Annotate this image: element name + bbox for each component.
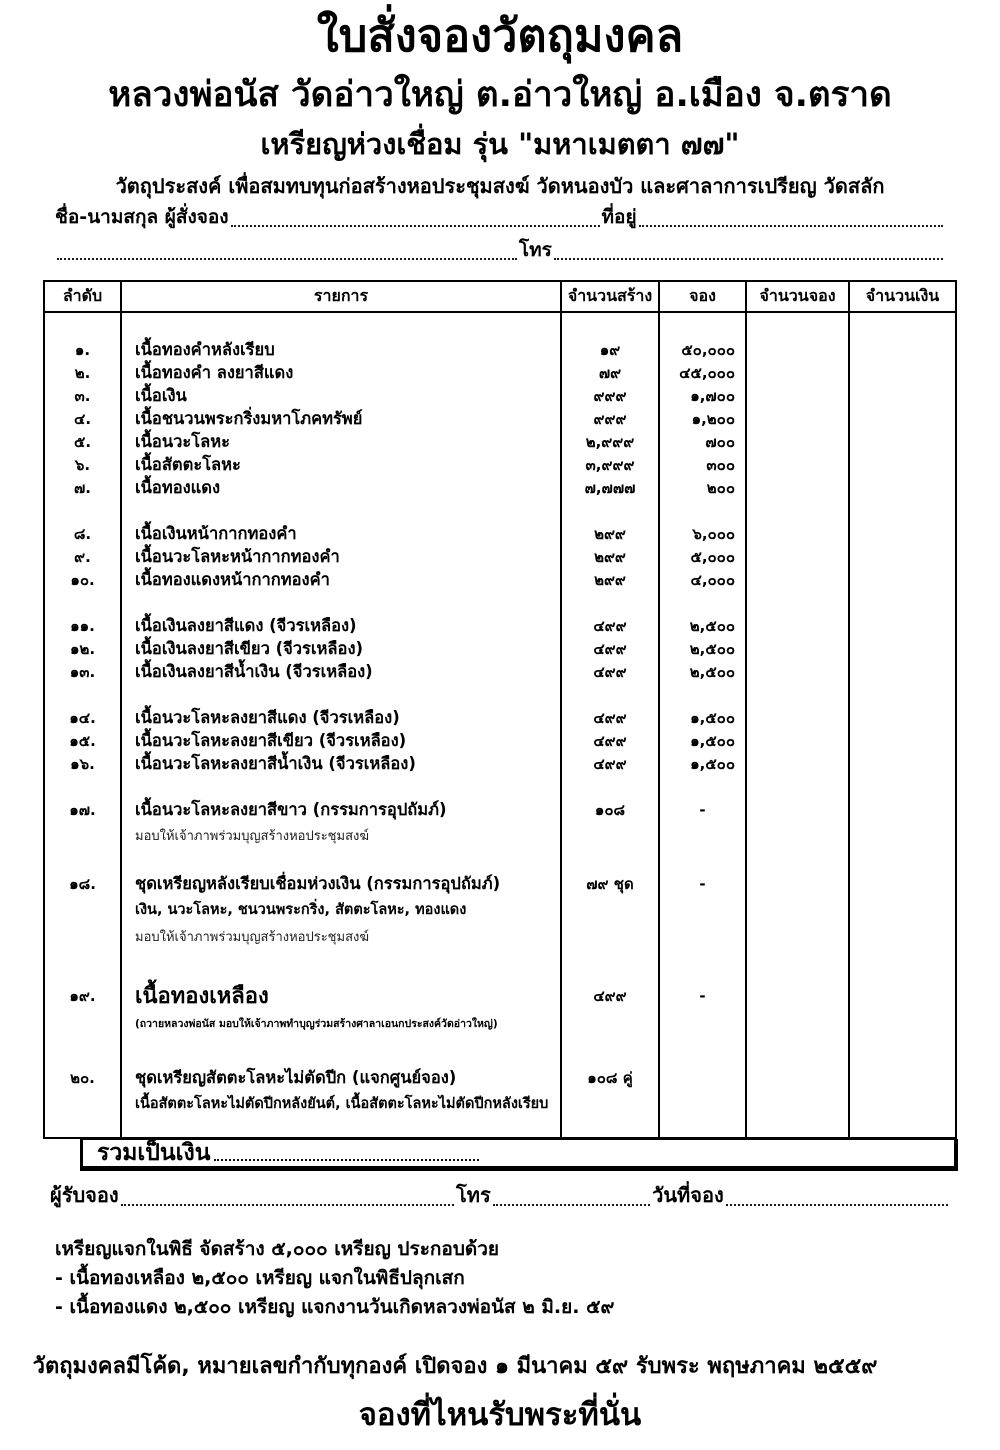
- row-made-cell: ๔๙๙: [562, 753, 660, 776]
- giveaway-bullet: - เนื้อทองแดง ๒,๕๐๐ เหรียญ แจกงานวันเกิดหลวงพ่อนัส ๒ มิ.ย. ๕๙: [55, 1295, 615, 1318]
- receiver-name-blank[interactable]: [121, 1204, 454, 1206]
- phone-line: [55, 236, 945, 265]
- row-fillin-cell[interactable]: [747, 684, 850, 707]
- orderer-name-label: ชื่อ-นามสกุล ผู้สั่งจอง: [55, 205, 229, 228]
- table-row: [45, 822, 955, 850]
- row-fillin-cell[interactable]: [747, 1117, 850, 1137]
- row-fillin-cell[interactable]: [850, 546, 955, 569]
- row-fillin-cell[interactable]: [850, 408, 955, 431]
- row-no-cell: [45, 313, 122, 339]
- row-order-cell: ๔,๐๐๐: [660, 569, 747, 592]
- row-no-cell: [45, 592, 122, 615]
- row-fillin-cell[interactable]: [747, 873, 850, 896]
- row-fillin-cell[interactable]: [747, 1067, 850, 1090]
- row-no-cell: ๑.: [45, 339, 122, 362]
- row-no-cell: [45, 822, 122, 850]
- table-spacer-row: [45, 313, 955, 339]
- row-item-cell: มอบให้เจ้าภาพร่วมบุญสร้างหอประชุมสงฆ์: [122, 923, 562, 951]
- row-made-cell: ๗๙: [562, 362, 660, 385]
- table-row: [45, 981, 955, 1011]
- row-order-cell: ๕,๐๐๐: [660, 546, 747, 569]
- row-no-cell: ๔.: [45, 408, 122, 431]
- row-item-cell: เนื้อนวะโลหะหน้ากากทองคำ: [122, 546, 562, 569]
- row-fillin-cell[interactable]: [747, 896, 850, 923]
- row-fillin-cell[interactable]: [747, 408, 850, 431]
- row-order-cell: ๒,๕๐๐: [660, 661, 747, 684]
- table-row: [45, 730, 955, 753]
- row-item-cell: ชุดเหรียญสัตตะโลหะไม่ตัดปีก (แจกศูนย์จอง): [122, 1067, 562, 1090]
- row-item-cell: [122, 1117, 562, 1137]
- table-row: [45, 1090, 955, 1117]
- row-fillin-cell[interactable]: [747, 707, 850, 730]
- table-spacer-row: [45, 1037, 955, 1067]
- row-no-cell: ๒๐.: [45, 1067, 122, 1090]
- table-row: [45, 923, 955, 951]
- row-item-cell: [122, 776, 562, 799]
- table-spacer-row: [45, 776, 955, 799]
- row-order-cell: ๒,๕๐๐: [660, 615, 747, 638]
- row-fillin-cell[interactable]: [747, 569, 850, 592]
- row-fillin-cell[interactable]: [850, 362, 955, 385]
- table-row: [45, 431, 955, 454]
- row-item-cell: เนื้อเงินหน้ากากทองคำ: [122, 523, 562, 546]
- row-order-cell: [660, 776, 747, 799]
- row-no-cell: [45, 1037, 122, 1067]
- table-spacer-row: [45, 500, 955, 523]
- row-fillin-cell[interactable]: [747, 339, 850, 362]
- row-no-cell: [45, 951, 122, 981]
- row-made-cell: [562, 822, 660, 850]
- table-row: [45, 385, 955, 408]
- row-order-cell: [660, 592, 747, 615]
- address-blank[interactable]: [639, 225, 943, 227]
- row-fillin-cell[interactable]: [747, 592, 850, 615]
- row-made-cell: ๑๐๘: [562, 799, 660, 822]
- row-made-cell: ๙๙๙: [562, 408, 660, 431]
- row-fillin-cell[interactable]: [850, 500, 955, 523]
- row-item-cell: เนื้อนวะโลหะลงยาสีขาว (กรรมการอุปถัมภ์): [122, 799, 562, 822]
- row-item-cell: เนื้อเงินลงยาสีแดง (จีวรเหลือง): [122, 615, 562, 638]
- row-fillin-cell[interactable]: [850, 615, 955, 638]
- row-item-cell: [122, 500, 562, 523]
- row-order-cell: ๑,๗๐๐: [660, 385, 747, 408]
- row-order-cell: [660, 1011, 747, 1037]
- col-header-no: ลำดับ: [45, 282, 122, 311]
- row-fillin-cell[interactable]: [850, 684, 955, 707]
- row-fillin-cell[interactable]: [850, 477, 955, 500]
- row-made-cell: ๒,๙๙๙: [562, 431, 660, 454]
- row-order-cell: -: [660, 981, 747, 1011]
- table-row: [45, 753, 955, 776]
- row-order-cell: ๕๐,๐๐๐: [660, 339, 747, 362]
- row-no-cell: ๖.: [45, 454, 122, 477]
- row-item-cell: [122, 951, 562, 981]
- row-made-cell: [562, 500, 660, 523]
- address-label: ที่อยู่: [601, 205, 637, 228]
- table-row: [45, 638, 955, 661]
- row-made-cell: ๑๐๘ คู่: [562, 1067, 660, 1090]
- table-row: [45, 896, 955, 923]
- table-spacer-row: [45, 592, 955, 615]
- row-order-cell: [660, 684, 747, 707]
- row-made-cell: ๔๙๙: [562, 638, 660, 661]
- row-fillin-cell[interactable]: [747, 923, 850, 951]
- col-header-made: จำนวนสร้าง: [562, 282, 660, 311]
- row-fillin-cell[interactable]: [850, 1037, 955, 1067]
- row-item-cell: เนื้อทองคำ ลงยาสีแดง: [122, 362, 562, 385]
- row-order-cell: ๗๐๐: [660, 431, 747, 454]
- booking-date-blank[interactable]: [726, 1204, 948, 1206]
- row-fillin-cell[interactable]: [850, 923, 955, 951]
- table-spacer-row: [45, 951, 955, 981]
- slogan: จองที่ไหนรับพระที่นั่น: [358, 1396, 642, 1433]
- row-order-cell: [660, 896, 747, 923]
- row-made-cell: [562, 684, 660, 707]
- row-fillin-cell[interactable]: [747, 454, 850, 477]
- row-no-cell: ๘.: [45, 523, 122, 546]
- row-order-cell: [660, 1090, 747, 1117]
- row-no-cell: [45, 850, 122, 873]
- row-order-cell: [660, 850, 747, 873]
- table-row: [45, 408, 955, 431]
- row-order-cell: [660, 500, 747, 523]
- table-row: [45, 615, 955, 638]
- row-made-cell: ๒๙๙: [562, 523, 660, 546]
- row-fillin-cell[interactable]: [850, 638, 955, 661]
- table-spacer-row: [45, 1117, 955, 1137]
- row-item-cell: เนื้อเงิน: [122, 385, 562, 408]
- row-fillin-cell[interactable]: [850, 592, 955, 615]
- row-order-cell: ๔๕,๐๐๐: [660, 362, 747, 385]
- row-made-cell: ๗,๗๗๗: [562, 477, 660, 500]
- row-order-cell: [660, 1037, 747, 1067]
- total-label: รวมเป็นเงิน: [97, 1139, 211, 1166]
- row-item-cell: เนื้อทองแดงหน้ากากทองคำ: [122, 569, 562, 592]
- table-spacer-row: [45, 850, 955, 873]
- row-made-cell: [562, 951, 660, 981]
- row-made-cell: ๙๙๙: [562, 385, 660, 408]
- row-fillin-cell[interactable]: [850, 822, 955, 850]
- row-no-cell: ๑๖.: [45, 753, 122, 776]
- row-made-cell: ๗๙ ชุด: [562, 873, 660, 896]
- col-header-item: รายการ: [122, 282, 562, 311]
- phone-blank[interactable]: [554, 258, 943, 260]
- row-fillin-cell[interactable]: [850, 1090, 955, 1117]
- row-no-cell: [45, 684, 122, 707]
- row-fillin-cell[interactable]: [747, 1090, 850, 1117]
- row-item-cell: [122, 684, 562, 707]
- row-item-cell: [122, 850, 562, 873]
- row-item-cell: เนื้อนวะโลหะลงยาสีน้ำเงิน (จีวรเหลือง): [122, 753, 562, 776]
- giveaway-notes: [55, 1235, 1000, 1322]
- address-blank-2[interactable]: [57, 258, 517, 260]
- table-row: [45, 477, 955, 500]
- giveaway-bullet: - เนื้อทองเหลือง ๒,๕๐๐ เหรียญ แจกในพิธีปลุกเสก: [55, 1266, 465, 1289]
- row-fillin-cell[interactable]: [747, 362, 850, 385]
- row-fillin-cell[interactable]: [747, 1011, 850, 1037]
- row-fillin-cell[interactable]: [850, 707, 955, 730]
- row-fillin-cell[interactable]: [850, 454, 955, 477]
- receiver-label: ผู้รับจอง: [50, 1182, 119, 1207]
- row-item-cell: [122, 592, 562, 615]
- row-fillin-cell[interactable]: [850, 661, 955, 684]
- row-fillin-cell[interactable]: [850, 1011, 955, 1037]
- row-item-cell: เนื้อนวะโลหะลงยาสีเขียว (จีวรเหลือง): [122, 730, 562, 753]
- table-row: [45, 569, 955, 592]
- row-order-cell: [660, 1117, 747, 1137]
- row-fillin-cell[interactable]: [850, 523, 955, 546]
- row-no-cell: [45, 1011, 122, 1037]
- row-no-cell: ๙.: [45, 546, 122, 569]
- row-fillin-cell[interactable]: [850, 850, 955, 873]
- row-fillin-cell[interactable]: [850, 776, 955, 799]
- row-fillin-cell[interactable]: [747, 477, 850, 500]
- col-header-amount: จำนวนเงิน: [865, 285, 940, 305]
- row-fillin-cell[interactable]: [850, 873, 955, 896]
- row-no-cell: ๑๔.: [45, 707, 122, 730]
- row-no-cell: [45, 1117, 122, 1137]
- row-no-cell: ๓.: [45, 385, 122, 408]
- row-item-cell: เนื้อเงินลงยาสีเขียว (จีวรเหลือง): [122, 638, 562, 661]
- row-no-cell: ๑๗.: [45, 799, 122, 822]
- coin-series-title: เหรียญห่วงเชื่อม รุ่น "มหาเมตตา ๗๗": [260, 127, 740, 162]
- row-fillin-cell[interactable]: [747, 730, 850, 753]
- row-item-cell: เนื้อทองคำหลังเรียบ: [122, 339, 562, 362]
- row-item-cell: เนื้อทองแดง: [122, 477, 562, 500]
- table-header-row: [45, 282, 955, 313]
- row-no-cell: [45, 1090, 122, 1117]
- row-order-cell: ๖,๐๐๐: [660, 523, 747, 546]
- row-made-cell: [562, 1037, 660, 1067]
- row-order-cell: ๑,๕๐๐: [660, 730, 747, 753]
- row-fillin-cell[interactable]: [850, 896, 955, 923]
- row-fillin-cell[interactable]: [850, 385, 955, 408]
- table-row: [45, 661, 955, 684]
- row-made-cell: ๓,๙๙๙: [562, 454, 660, 477]
- row-fillin-cell[interactable]: [747, 850, 850, 873]
- row-fillin-cell[interactable]: [747, 615, 850, 638]
- row-fillin-cell[interactable]: [747, 1037, 850, 1067]
- row-no-cell: [45, 923, 122, 951]
- row-fillin-cell[interactable]: [747, 951, 850, 981]
- row-order-cell: [660, 313, 747, 339]
- row-item-cell: [122, 1037, 562, 1067]
- row-order-cell: ๓๐๐: [660, 454, 747, 477]
- row-made-cell: ๔๙๙: [562, 730, 660, 753]
- row-made-cell: [562, 1117, 660, 1137]
- row-order-cell: [660, 822, 747, 850]
- row-item-cell: เงิน, นวะโลหะ, ชนวนพระกริ่ง, สัตตะโลหะ, ทองแดง: [122, 896, 562, 923]
- row-made-cell: ๑๙: [562, 339, 660, 362]
- row-no-cell: [45, 896, 122, 923]
- table-row: [45, 454, 955, 477]
- row-fillin-cell[interactable]: [747, 546, 850, 569]
- table-row: [45, 799, 955, 822]
- row-order-cell: ๒,๕๐๐: [660, 638, 747, 661]
- row-fillin-cell[interactable]: [747, 431, 850, 454]
- table-row: [45, 1011, 955, 1037]
- row-fillin-cell[interactable]: [747, 500, 850, 523]
- table-row: [45, 339, 955, 362]
- row-made-cell: [562, 1090, 660, 1117]
- row-no-cell: ๑๒.: [45, 638, 122, 661]
- row-made-cell: ๔๙๙: [562, 981, 660, 1011]
- row-order-cell: -: [660, 873, 747, 896]
- row-made-cell: ๔๙๙: [562, 707, 660, 730]
- row-no-cell: ๑๐.: [45, 569, 122, 592]
- row-made-cell: ๒๙๙: [562, 569, 660, 592]
- orderer-name-line: [55, 203, 945, 232]
- row-item-cell: มอบให้เจ้าภาพร่วมบุญสร้างหอประชุมสงฆ์: [122, 822, 562, 850]
- row-item-cell: เนื้อนวะโลหะ: [122, 431, 562, 454]
- table-row: [45, 546, 955, 569]
- row-made-cell: [562, 850, 660, 873]
- row-no-cell: [45, 776, 122, 799]
- row-fillin-cell[interactable]: [850, 339, 955, 362]
- row-made-cell: [562, 896, 660, 923]
- giveaway-heading: เหรียญแจกในพิธี จัดสร้าง ๕,๐๐๐ เหรียญ ประกอบด้วย: [55, 1237, 500, 1260]
- table-body: [45, 313, 955, 1137]
- row-fillin-cell[interactable]: [747, 523, 850, 546]
- col-header-qty: จำนวนจอง: [747, 282, 850, 311]
- col-header-price: จอง: [660, 282, 747, 311]
- row-made-cell: ๔๙๙: [562, 661, 660, 684]
- table-row: [45, 707, 955, 730]
- row-fillin-cell[interactable]: [747, 776, 850, 799]
- total-amount-blank[interactable]: [214, 1158, 479, 1161]
- row-item-cell: เนื้อสัตตะโลหะ: [122, 454, 562, 477]
- row-fillin-cell[interactable]: [850, 431, 955, 454]
- row-fillin-cell[interactable]: [850, 1117, 955, 1137]
- total-strip: [80, 1139, 958, 1171]
- table-row: [45, 362, 955, 385]
- row-made-cell: [562, 592, 660, 615]
- row-item-cell: เนื้อชนวนพระกริ่งมหาโภคทรัพย์: [122, 408, 562, 431]
- page-title: ใบสั่งจองวัตถุมงคล: [316, 9, 684, 62]
- receiver-phone-label: โทร: [456, 1182, 491, 1207]
- table-spacer-row: [45, 684, 955, 707]
- row-fillin-cell[interactable]: [850, 981, 955, 1011]
- row-made-cell: [562, 1011, 660, 1037]
- row-no-cell: ๑๘.: [45, 873, 122, 896]
- row-fillin-cell[interactable]: [747, 753, 850, 776]
- row-order-cell: ๑,๕๐๐: [660, 753, 747, 776]
- table-row: [45, 1067, 955, 1090]
- row-no-cell: ๕.: [45, 431, 122, 454]
- orderer-name-blank[interactable]: [231, 225, 600, 227]
- table-row: [45, 523, 955, 546]
- purpose-line: วัตถุประสงค์ เพื่อสมทบทุนก่อสร้างหอประชุมสงฆ์ วัดหนองบัว และศาลาการเปรียญ วัดสลัก: [115, 173, 885, 198]
- order-table: [43, 280, 957, 1139]
- row-item-cell: เนื้อสัตตะโลหะไม่ตัดปีกหลังยันต์, เนื้อสัตตะโลหะไม่ตัดปีกหลังเรียบ: [122, 1090, 562, 1117]
- row-fillin-cell[interactable]: [747, 313, 850, 339]
- row-order-cell: -: [660, 799, 747, 822]
- booking-date-label: วันที่จอง: [652, 1182, 724, 1207]
- row-order-cell: ๑,๒๐๐: [660, 408, 747, 431]
- row-item-cell: เนื้อทองเหลือง: [122, 981, 562, 1011]
- row-fillin-cell[interactable]: [850, 951, 955, 981]
- row-order-cell: [660, 923, 747, 951]
- row-order-cell: [660, 1067, 747, 1090]
- row-item-cell: [122, 313, 562, 339]
- table-row: [45, 873, 955, 896]
- row-fillin-cell[interactable]: [747, 385, 850, 408]
- row-made-cell: ๒๙๙: [562, 546, 660, 569]
- row-no-cell: [45, 500, 122, 523]
- phone-label: โทร: [518, 238, 552, 261]
- row-fillin-cell[interactable]: [850, 799, 955, 822]
- row-no-cell: ๑๓.: [45, 661, 122, 684]
- row-fillin-cell[interactable]: [850, 569, 955, 592]
- row-no-cell: ๗.: [45, 477, 122, 500]
- row-order-cell: ๑,๕๐๐: [660, 707, 747, 730]
- row-fillin-cell[interactable]: [850, 730, 955, 753]
- row-item-cell: ชุดเหรียญหลังเรียบเชื่อมห่วงเงิน (กรรมการอุปถัมภ์): [122, 873, 562, 896]
- code-note: วัตถุมงคลมีโค้ด, หมายเลขกำกับทุกองค์ เปิดจอง ๑ มีนาคม ๕๙ รับพระ พฤษภาคม ๒๕๕๙: [32, 1353, 878, 1379]
- row-fillin-cell[interactable]: [747, 981, 850, 1011]
- row-made-cell: ๔๙๙: [562, 615, 660, 638]
- row-no-cell: ๑๕.: [45, 730, 122, 753]
- row-fillin-cell[interactable]: [850, 753, 955, 776]
- row-fillin-cell[interactable]: [747, 638, 850, 661]
- receiver-line: [50, 1179, 950, 1211]
- row-no-cell: ๑๑.: [45, 615, 122, 638]
- temple-subtitle: หลวงพ่อนัส วัดอ่าวใหญ่ ต.อ่าวใหญ่ อ.เมือง จ.ตราด: [108, 75, 892, 116]
- row-order-cell: ๒๐๐: [660, 477, 747, 500]
- row-fillin-cell[interactable]: [747, 799, 850, 822]
- row-order-cell: [660, 951, 747, 981]
- row-fillin-cell[interactable]: [850, 1067, 955, 1090]
- row-fillin-cell[interactable]: [747, 661, 850, 684]
- row-made-cell: [562, 776, 660, 799]
- row-item-cell: เนื้อนวะโลหะลงยาสีแดง (จีวรเหลือง): [122, 707, 562, 730]
- row-no-cell: ๒.: [45, 362, 122, 385]
- row-fillin-cell[interactable]: [850, 313, 955, 339]
- row-made-cell: [562, 923, 660, 951]
- row-made-cell: [562, 313, 660, 339]
- row-item-cell: เนื้อเงินลงยาสีน้ำเงิน (จีวรเหลือง): [122, 661, 562, 684]
- row-no-cell: ๑๙.: [45, 981, 122, 1011]
- receiver-phone-blank[interactable]: [493, 1204, 650, 1206]
- row-item-cell: (ถวายหลวงพ่อนัส มอบให้เจ้าภาพทำบุญร่วมสร้างศาลาเอนกประสงค์วัดอ่าวใหญ่): [122, 1011, 562, 1037]
- row-fillin-cell[interactable]: [747, 822, 850, 850]
